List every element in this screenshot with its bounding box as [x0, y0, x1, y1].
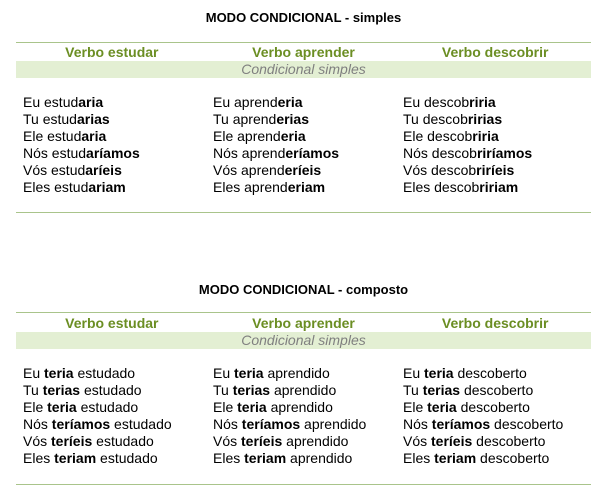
- conjugation-row: Ele teria descoberto: [403, 399, 530, 415]
- tense-band: Condicional simples: [16, 61, 591, 78]
- section-bottom-rule: [16, 484, 591, 485]
- conjugation-row: Eu descobriria: [403, 94, 496, 110]
- section-bottom-rule: [16, 212, 591, 213]
- conjugation-row: Nós teríamos descoberto: [403, 416, 564, 432]
- tense-band: Condicional simples: [16, 332, 591, 349]
- conjugation-columns: [23, 94, 593, 196]
- conjugation-row: Eu aprenderia: [213, 94, 303, 110]
- conjugation-row: Vós teríeis aprendido: [213, 433, 349, 449]
- column-estudar: [23, 94, 213, 196]
- conjugation-row: Ele aprenderia: [213, 128, 306, 144]
- column-aprender: [213, 365, 403, 467]
- conjugation-row: Nós aprenderíamos: [213, 145, 340, 161]
- conjugation-row: Tu terias descoberto: [403, 382, 534, 398]
- header-row: [16, 314, 591, 332]
- column-descobrir: [403, 365, 593, 467]
- column-aprender: [213, 94, 403, 196]
- conjugation-row: Ele teria aprendido: [213, 399, 333, 415]
- section-title: MODO CONDICIONAL - composto: [198, 282, 409, 297]
- conjugation-row: Tu terias aprendido: [213, 382, 337, 398]
- conjugation-columns: [23, 365, 593, 467]
- header-verb-descobrir: Verbo descobrir: [441, 44, 549, 60]
- conjugation-row: Vós aprenderíeis: [213, 162, 322, 178]
- column-estudar: [23, 365, 213, 467]
- conjugation-row: Vós descobriríeis: [403, 162, 515, 178]
- section-conditional-compound: [16, 272, 591, 492]
- conjugation-row: Eles teriam estudado: [23, 450, 158, 466]
- conjugation-row: Eu teria aprendido: [213, 365, 330, 381]
- conjugation-row: Ele teria estudado: [23, 399, 139, 415]
- header-verb-aprender: Verbo aprender: [252, 315, 355, 331]
- conjugation-row: Tu aprenderias: [213, 111, 310, 127]
- section-title: MODO CONDICIONAL - simples: [205, 10, 402, 25]
- header-top-rule: [16, 312, 591, 313]
- header-verb-descobrir: Verbo descobrir: [441, 315, 549, 331]
- conjugation-row: Ele descobriria: [403, 128, 499, 144]
- conjugation-row: Eles estudariam: [23, 179, 126, 195]
- conjugation-row: Eles descobririam: [403, 179, 519, 195]
- header-verb-aprender: Verbo aprender: [252, 44, 355, 60]
- conjugation-row: Vós teríeis estudado: [23, 433, 154, 449]
- conjugation-row: Vós teríeis descoberto: [403, 433, 546, 449]
- conjugation-row: Nós teríamos aprendido: [213, 416, 367, 432]
- conjugation-row: Tu terias estudado: [23, 382, 142, 398]
- conjugation-row: Eles teriam descoberto: [403, 450, 550, 466]
- header-row: [16, 43, 591, 61]
- conjugation-row: Nós teríamos estudado: [23, 416, 172, 432]
- conjugation-row: Ele estudaria: [23, 128, 107, 144]
- column-descobrir: [403, 94, 593, 196]
- conjugation-row: Eles teriam aprendido: [213, 450, 353, 466]
- conjugation-row: Eu estudaria: [23, 94, 104, 110]
- section-conditional-simple: [16, 0, 591, 220]
- conjugation-row: Tu descobririas: [403, 111, 503, 127]
- conjugation-row: Eu teria descoberto: [403, 365, 527, 381]
- conjugation-row: Tu estudarias: [23, 111, 110, 127]
- conjugation-row: Eles aprenderiam: [213, 179, 326, 195]
- conjugation-row: Vós estudaríeis: [23, 162, 122, 178]
- conjugation-row: Eu teria estudado: [23, 365, 136, 381]
- header-verb-estudar: Verbo estudar: [65, 44, 159, 60]
- conjugation-row: Nós estudaríamos: [23, 145, 140, 161]
- conjugation-row: Nós descobriríamos: [403, 145, 533, 161]
- header-verb-estudar: Verbo estudar: [65, 315, 159, 331]
